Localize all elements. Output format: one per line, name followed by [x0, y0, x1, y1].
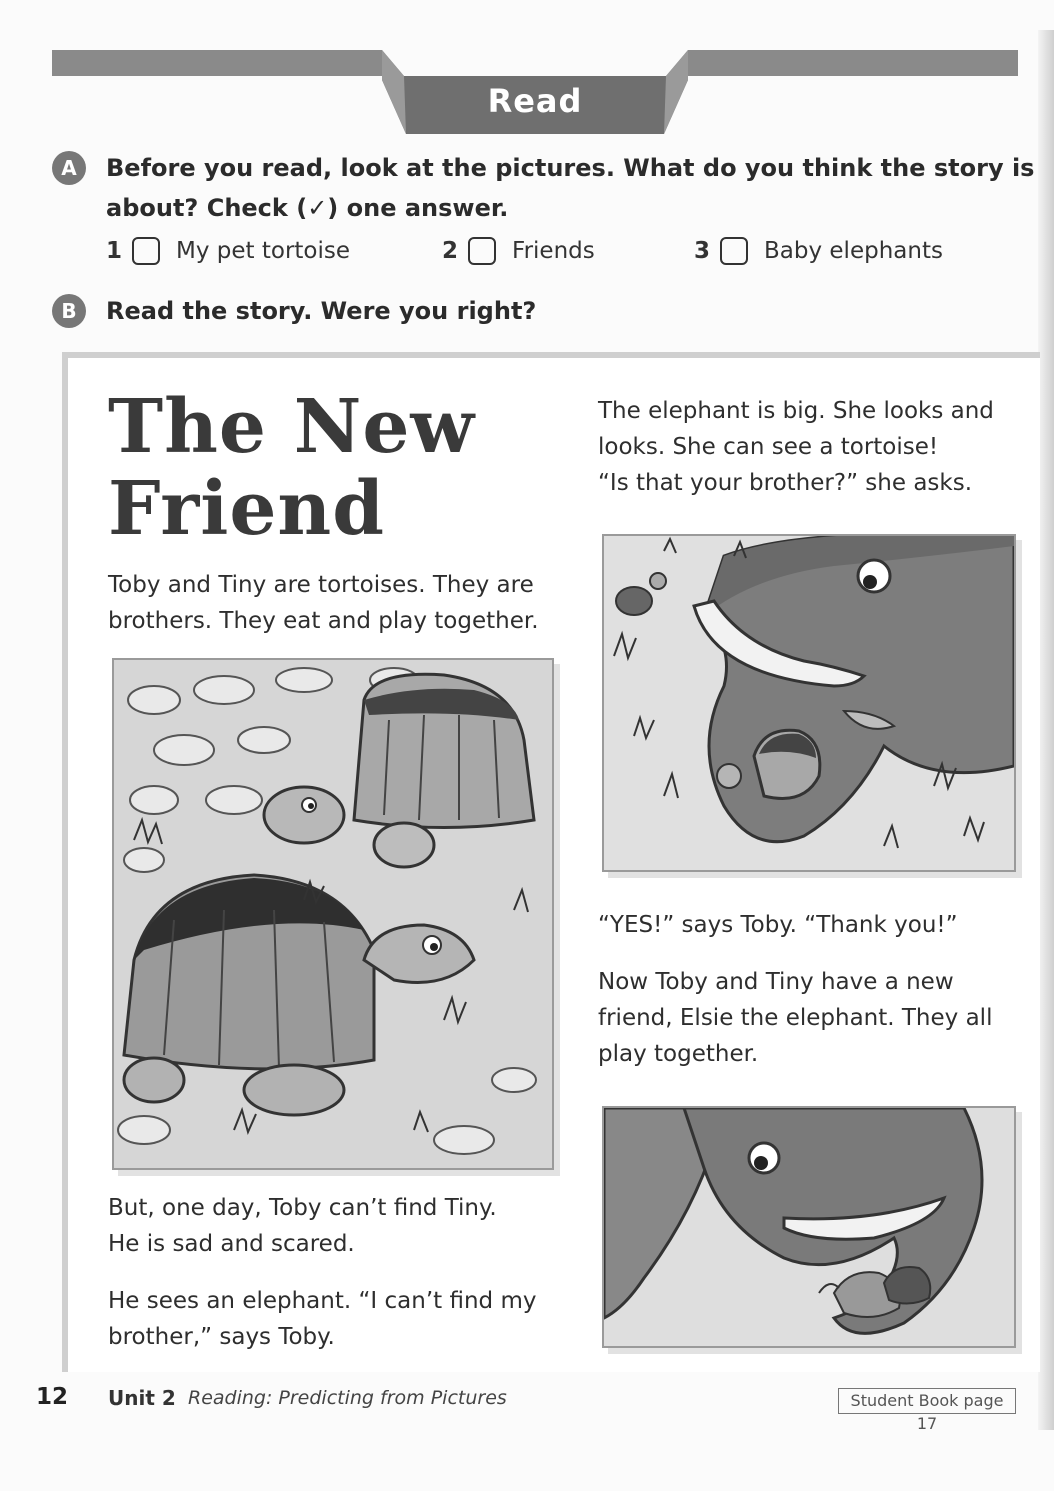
- answer-option-2[interactable]: [442, 234, 595, 268]
- student-book-reference: Student Book page 17: [838, 1388, 1016, 1414]
- option-number: 2: [442, 238, 459, 264]
- text-line: “Is that your brother?” she asks.: [598, 470, 973, 496]
- section-banner: [382, 50, 688, 134]
- text-line: Toby and Tiny are tortoises. They are: [108, 572, 534, 598]
- question-b-badge: B: [52, 294, 86, 328]
- answer-checkbox-3[interactable]: [720, 237, 748, 265]
- story-paragraph-3: [108, 1283, 536, 1355]
- story-title: [108, 386, 475, 550]
- page-number: 12: [36, 1384, 69, 1410]
- two-tortoises-illustration: [112, 658, 554, 1170]
- option-label: My pet tortoise: [176, 238, 351, 264]
- text-line: brothers. They eat and play together.: [108, 608, 539, 634]
- answer-option-3[interactable]: [694, 234, 943, 268]
- unit-label: Unit 2: [108, 1386, 176, 1410]
- answer-checkbox-2[interactable]: [468, 237, 496, 265]
- answer-checkbox-1[interactable]: [132, 237, 160, 265]
- elephant-holding-tortoise-illustration: [602, 534, 1016, 872]
- text-line: He is sad and scared.: [108, 1231, 355, 1257]
- text-line: The elephant is big. She looks and: [598, 398, 994, 424]
- banner-bar-right: [688, 50, 1018, 76]
- question-a-line2: about? Check (✓) one answer.: [106, 194, 509, 222]
- question-a-line1: Before you read, look at the pictures. What do you think the story is: [106, 154, 1035, 182]
- elephant-with-tortoises-illustration: [602, 1106, 1016, 1348]
- text-line: brother,” says Toby.: [108, 1324, 335, 1350]
- option-label: Baby elephants: [764, 238, 943, 264]
- question-a-badge: A: [52, 151, 86, 185]
- text-line: But, one day, Toby can’t find Tiny.: [108, 1195, 497, 1221]
- text-line: Now Toby and Tiny have a new: [598, 969, 954, 995]
- text-line: He sees an elephant. “I can’t find my: [108, 1288, 537, 1314]
- question-b-text: Read the story. Were you right?: [106, 297, 537, 325]
- text-line: looks. She can see a tortoise!: [598, 434, 939, 460]
- story-paragraph-4: [598, 393, 994, 501]
- section-title: Read: [487, 82, 583, 120]
- option-number: 1: [106, 238, 123, 264]
- story-paragraph-5: “YES!” says Toby. “Thank you!”: [598, 912, 958, 938]
- option-label: Friends: [512, 238, 595, 264]
- unit-subtitle: Reading: Predicting from Pictures: [188, 1387, 507, 1409]
- story-paragraph-6: [598, 964, 992, 1072]
- banner-bar-left: [52, 50, 382, 76]
- story-title-line2: Friend: [108, 466, 385, 552]
- story-paragraph-2: [108, 1190, 497, 1262]
- text-line: friend, Elsie the elephant. They all: [598, 1005, 993, 1031]
- story-title-line1: The New: [108, 384, 476, 470]
- answer-option-1[interactable]: [106, 234, 350, 268]
- page-edge-shadow: [1038, 30, 1054, 1430]
- story-paragraph-1: [108, 567, 539, 639]
- option-number: 3: [694, 238, 711, 264]
- text-line: play together.: [598, 1041, 759, 1067]
